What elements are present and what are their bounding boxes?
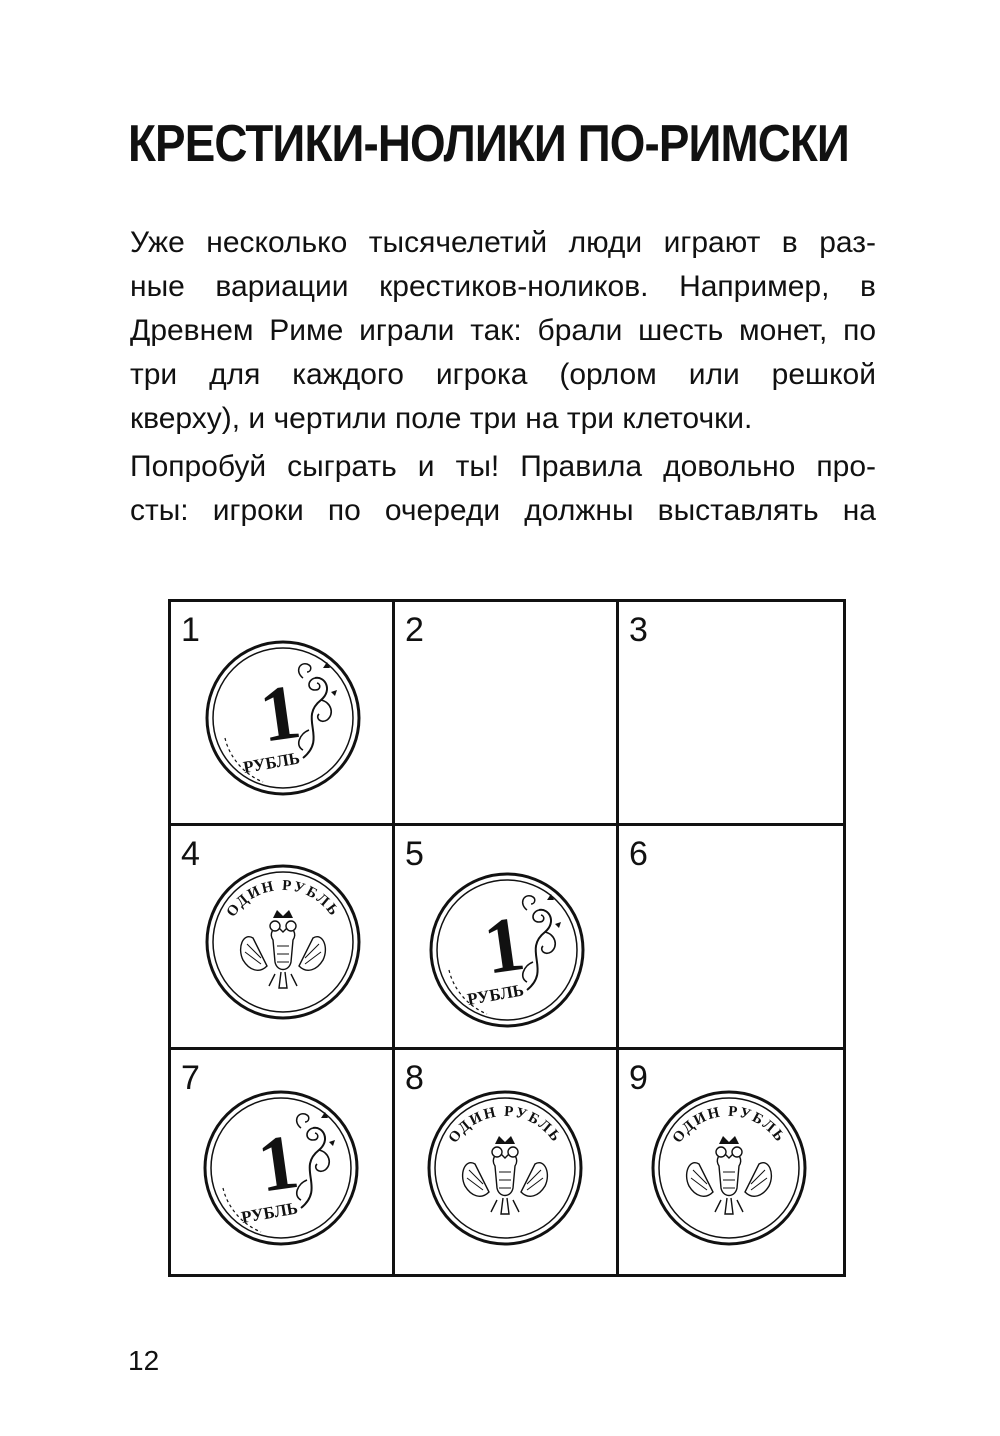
board-cell-3[interactable]: [619, 602, 843, 826]
coin-heads-icon: [649, 1088, 809, 1248]
board-cell-1[interactable]: [171, 602, 395, 826]
coin-tails-icon: [201, 1088, 361, 1248]
cell-number: 6: [629, 835, 648, 873]
cell-number: 7: [181, 1059, 200, 1097]
text-line: кверху), и чертили поле три на три клеточки.: [130, 402, 753, 435]
text-line: три для каждого игрока (орлом или решкой: [130, 358, 876, 391]
intro-paragraph: [130, 221, 876, 441]
cell-number: 2: [405, 611, 424, 649]
text-line: Древнем Риме играли так: брали шесть монет, по: [130, 314, 876, 347]
svg-text:РУБЛЬ: РУБЛЬ: [465, 980, 526, 1010]
text-line: сты: игроки по очереди должны выставлять на: [130, 494, 876, 527]
page-number: 12: [128, 1345, 160, 1376]
cell-number: 8: [405, 1059, 424, 1097]
svg-text:ОДИН РУБЛЬ: ОДИН РУБЛЬ: [223, 877, 343, 921]
board-cell-9[interactable]: [619, 1050, 843, 1274]
board-cell-5[interactable]: [395, 826, 619, 1050]
svg-text:1: 1: [478, 899, 530, 991]
text-line: ные вариации крестиков-ноликов. Например, в: [130, 270, 876, 303]
board-cell-4[interactable]: [171, 826, 395, 1050]
page-title: КРЕСТИКИ-НОЛИКИ ПО-РИМСКИ: [128, 115, 849, 173]
svg-text:ОДИН РУБЛЬ: ОДИН РУБЛЬ: [669, 1103, 789, 1147]
cell-number: 9: [629, 1059, 648, 1097]
board-cell-7[interactable]: [171, 1050, 395, 1274]
svg-text:1: 1: [254, 667, 306, 759]
coin-heads-icon: [425, 1088, 585, 1248]
board-cell-2[interactable]: [395, 602, 619, 826]
board-cell-6[interactable]: [619, 826, 843, 1050]
text-line: Уже несколько тысячелетий люди играют в раз-: [130, 226, 876, 259]
svg-text:РУБЛЬ: РУБЛЬ: [239, 1198, 300, 1228]
coin-tails-icon: [203, 638, 363, 798]
rules-paragraph: [130, 445, 876, 533]
cell-number: 4: [181, 835, 200, 873]
cell-number: 3: [629, 611, 648, 649]
cell-number: 1: [181, 611, 200, 649]
tic-tac-toe-board: [168, 599, 846, 1277]
coin-tails-icon: [427, 870, 587, 1030]
svg-text:1: 1: [252, 1117, 304, 1209]
coin-heads-icon: [203, 862, 363, 1022]
board-cell-8[interactable]: [395, 1050, 619, 1274]
svg-text:ОДИН РУБЛЬ: ОДИН РУБЛЬ: [445, 1103, 565, 1147]
cell-number: 5: [405, 835, 424, 873]
text-line: Попробуй сыграть и ты! Правила довольно про-: [130, 450, 876, 483]
svg-text:РУБЛЬ: РУБЛЬ: [241, 748, 302, 778]
